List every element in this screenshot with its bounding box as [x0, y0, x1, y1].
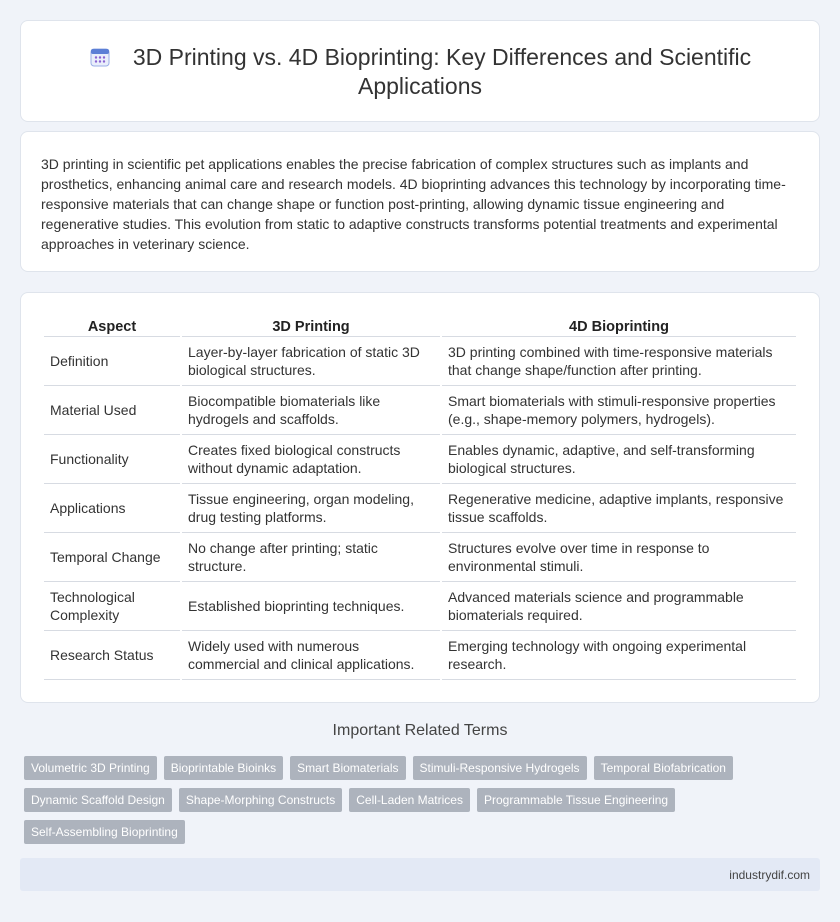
table-row	[44, 484, 796, 533]
intro-card	[20, 131, 820, 272]
3d-printing-cell: No change after printing; static structure.	[182, 533, 440, 582]
table-row	[44, 582, 796, 631]
header-3d-printing: 3D Printing	[182, 315, 440, 337]
intro-paragraph: 3D printing in scientific pet applications enables the precise fabrication of complex structures such as implants and prosthetics, enhancing animal care and research models. 4D bioprinting advances this technology by incorporating time-responsive materials that can change shape or function post-printing, allowing dynamic tissue engineering and regenerative studies. This evolution from static to adaptive constructs transforms potential treatments and experimental approaches in veterinary science.	[41, 156, 786, 252]
table-row	[44, 435, 796, 484]
related-term-tag[interactable]: Dynamic Scaffold Design	[24, 788, 172, 812]
related-term-tag[interactable]: Smart Biomaterials	[290, 756, 405, 780]
aspect-cell: Functionality	[44, 435, 180, 484]
page-title-wrap	[21, 43, 819, 101]
title-card	[20, 20, 820, 122]
related-term-tag[interactable]: Cell-Laden Matrices	[349, 788, 470, 812]
table-row	[44, 386, 796, 435]
aspect-cell: Research Status	[44, 631, 180, 680]
header-4d-bioprinting: 4D Bioprinting	[442, 315, 796, 337]
related-term-tag[interactable]: Self-Assembling Bioprinting	[24, 820, 185, 844]
aspect-cell: Temporal Change	[44, 533, 180, 582]
related-term-tag[interactable]: Bioprintable Bioinks	[164, 756, 283, 780]
aspect-cell: Technological Complexity	[44, 582, 180, 631]
4d-bioprinting-cell: Emerging technology with ongoing experimental research.	[442, 631, 796, 680]
3d-printing-cell: Established bioprinting techniques.	[182, 582, 440, 631]
related-term-tag[interactable]: Programmable Tissue Engineering	[477, 788, 675, 812]
related-term-tag[interactable]: Shape-Morphing Constructs	[179, 788, 342, 812]
comparison-card	[20, 292, 820, 703]
aspect-cell: Material Used	[44, 386, 180, 435]
related-term-tag[interactable]: Temporal Biofabrication	[594, 756, 733, 780]
4d-bioprinting-cell: Enables dynamic, adaptive, and self-transforming biological structures.	[442, 435, 796, 484]
aspect-cell: Applications	[44, 484, 180, 533]
related-term-tag[interactable]: Volumetric 3D Printing	[24, 756, 157, 780]
4d-bioprinting-cell: 3D printing combined with time-responsive materials that change shape/function after printing.	[442, 337, 796, 386]
related-terms-list	[24, 756, 814, 844]
aspect-cell: Definition	[44, 337, 180, 386]
comparison-table	[42, 315, 798, 680]
3d-printing-cell: Biocompatible biomaterials like hydrogels and scaffolds.	[182, 386, 440, 435]
footer-site-link[interactable]: industrydif.com	[729, 868, 810, 882]
footer-bar	[20, 858, 820, 891]
table-row	[44, 533, 796, 582]
table-row	[44, 337, 796, 386]
table-header-row	[44, 315, 796, 337]
page-title: 3D Printing vs. 4D Bioprinting: Key Differences and Scientific Applications	[132, 44, 752, 99]
3d-printing-cell: Widely used with numerous commercial and clinical applications.	[182, 631, 440, 680]
4d-bioprinting-cell: Structures evolve over time in response to environmental stimuli.	[442, 533, 796, 582]
4d-bioprinting-cell: Regenerative medicine, adaptive implants, responsive tissue scaffolds.	[442, 484, 796, 533]
table-row	[44, 631, 796, 680]
3d-printing-cell: Layer-by-layer fabrication of static 3D biological structures.	[182, 337, 440, 386]
related-terms-title: Important Related Terms	[332, 722, 508, 739]
4d-bioprinting-cell: Advanced materials science and programmable biomaterials required.	[442, 582, 796, 631]
calendar-icon	[89, 46, 111, 68]
3d-printing-cell: Creates fixed biological constructs without dynamic adaptation.	[182, 435, 440, 484]
related-term-tag[interactable]: Stimuli-Responsive Hydrogels	[413, 756, 587, 780]
3d-printing-cell: Tissue engineering, organ modeling, drug testing platforms.	[182, 484, 440, 533]
header-aspect: Aspect	[44, 315, 180, 337]
4d-bioprinting-cell: Smart biomaterials with stimuli-responsive properties (e.g., shape-memory polymers, hydrogels).	[442, 386, 796, 435]
